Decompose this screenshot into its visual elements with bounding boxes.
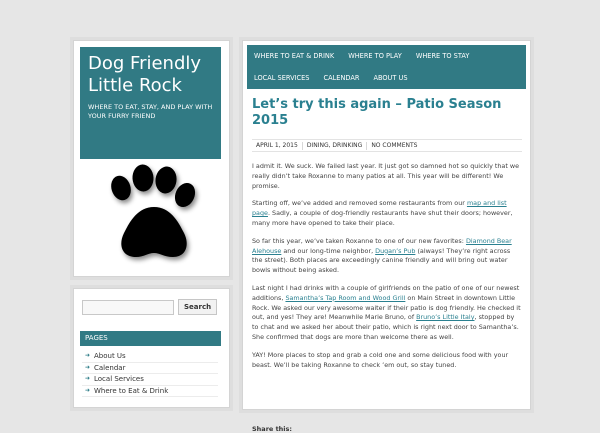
post-title[interactable]: Let’s try this again – Patio Season 2015 — [252, 97, 502, 128]
text: and our long-time neighbor, — [281, 246, 376, 255]
text: , stopped by to chat and we asked her about their patio, which is right next door to Samantha’s. She confirmed that dogs are more than welcome there as well. — [252, 313, 519, 341]
post-categories[interactable]: DINING, DRINKING — [303, 142, 368, 150]
text: . Sadly, a couple of dog-friendly restaurants have shut their doors; however, many more have opened to take their place. — [252, 209, 513, 227]
search-form — [82, 299, 217, 315]
nav-where-to-stay[interactable]: WHERE TO STAY — [415, 52, 470, 60]
nav-row-2 — [247, 67, 415, 89]
site-title-line1: Dog Friendly — [88, 53, 202, 74]
sidebar-item-calendar[interactable] — [82, 363, 218, 375]
nav-where-to-eat[interactable]: WHERE TO EAT & DRINK — [254, 52, 335, 60]
arrow-right-icon: ➜ — [85, 363, 91, 371]
search-button[interactable]: Search — [178, 299, 217, 315]
nav-where-to-play[interactable]: WHERE TO PLAY — [348, 52, 402, 60]
arrow-right-icon: ➜ — [85, 375, 91, 382]
main-panel — [242, 40, 531, 433]
post-paragraph — [252, 237, 522, 276]
post-comments-link[interactable]: NO COMMENTS — [371, 141, 418, 149]
sidebar-item-label: About Us — [94, 352, 126, 360]
map-list-link[interactable]: map and list page — [252, 199, 507, 218]
post-meta — [252, 139, 522, 152]
pages-list — [82, 351, 218, 397]
site-description: WHERE TO EAT, STAY, AND PLAY WITH YOUR FURRY FRIEND — [88, 103, 213, 120]
post-paragraph: YAY! More places to stop and grab a cold one and some delicious food with your beast. We’ll be taking Roxanne to check ’em out, so stay tuned. — [252, 350, 509, 369]
search-input[interactable] — [82, 300, 174, 315]
dugans-pub-link[interactable]: Dugan’s Pub — [375, 246, 416, 255]
nav-local-services[interactable]: LOCAL SERVICES — [254, 74, 310, 82]
diamond-bear-link[interactable]: Diamond Bear Alehouse — [252, 236, 512, 255]
post-paragraph: I admit it. We suck. We failed last year. It just got so damned hot so quickly that we really didn’t take Roxanne to many patios at all. This year will be different! We promise. — [252, 162, 520, 190]
nav-about-us[interactable]: ABOUT US — [373, 74, 408, 82]
sidebar-item-where-to-eat[interactable] — [82, 386, 218, 398]
site-header — [80, 47, 221, 159]
text: (always! They’re right across the street). Both places are exceedingly canine friendly and will bring out water bowls without being asked. — [252, 246, 511, 275]
text: Starting off, we’ve added and removed some restaurants from our — [252, 199, 467, 208]
text: on Main Street in downtown Little Rock. We asked our very awesome waiter if their patio is dog friendly. He checked it out, and yes! They are! Meanwhile Marie Bruno, of — [252, 293, 521, 322]
site-title[interactable] — [88, 53, 213, 97]
samanthas-link[interactable]: Samantha’s Tap Room and Wood Grill — [285, 293, 406, 302]
post-paragraph — [252, 199, 522, 228]
header-panel — [73, 40, 230, 277]
paw-print-logo — [84, 161, 221, 273]
share-title: Share this: — [252, 425, 293, 433]
arrow-right-icon: ➜ — [85, 386, 91, 394]
sidebar-item-label: Local Services — [94, 375, 144, 383]
sidebar-item-label: Where to Eat & Drink — [94, 386, 169, 395]
site-title-line2: Little Rock — [88, 75, 182, 96]
sidebar-item-about-us[interactable] — [82, 351, 218, 363]
main-nav — [247, 45, 526, 89]
arrow-right-icon: ➜ — [85, 352, 91, 359]
nav-calendar[interactable]: CALENDAR — [323, 74, 360, 82]
text: So far this year, we’ve taken Roxanne to one of our new favorites: — [252, 236, 466, 245]
brunos-link[interactable]: Bruno’s Little Italy — [416, 313, 475, 322]
pages-widget-title: PAGES — [80, 331, 221, 346]
post-paragraph — [252, 284, 522, 343]
post-body — [252, 162, 522, 378]
post-date[interactable]: APRIL 1, 2015 — [252, 142, 303, 150]
sidebar-panel — [73, 288, 230, 408]
nav-row-1 — [247, 45, 476, 67]
sidebar-item-label: Calendar — [94, 363, 126, 372]
sidebar-item-local-services[interactable] — [82, 374, 218, 386]
text: Last night I had drinks with a couple of girlfriends on the patio of one of our newest additions, — [252, 283, 520, 302]
